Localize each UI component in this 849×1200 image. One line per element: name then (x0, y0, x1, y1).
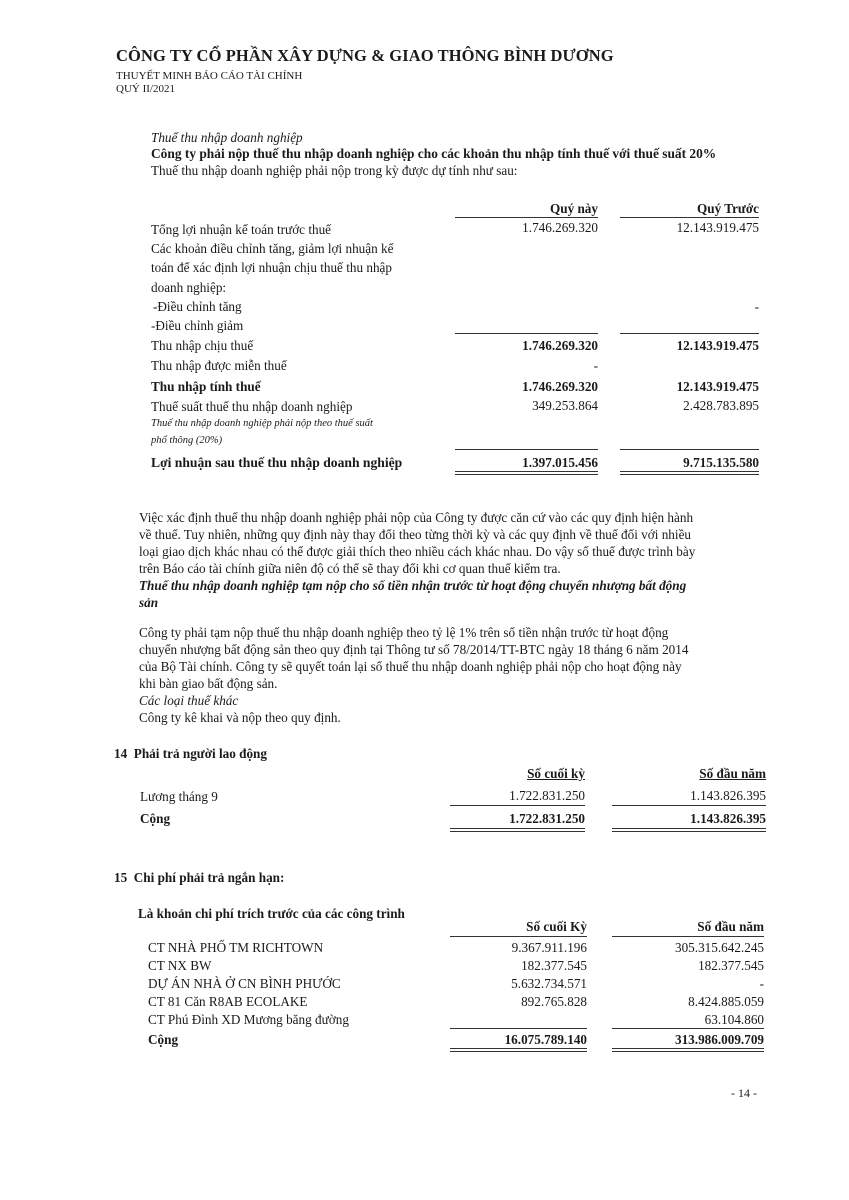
total-begin: 1.143.826.395 (690, 811, 766, 826)
total-double-rule (612, 828, 766, 832)
table-cell-previous: 9.715.135.580 (683, 455, 759, 470)
subtotal-rule (612, 1028, 764, 1029)
column-header-end: Số cuối kỳ (527, 766, 585, 781)
other-taxes-text: Công ty kê khai và nộp theo quy định. (139, 710, 341, 725)
section-14-heading (114, 745, 267, 762)
table-row-label: Tổng lợi nhuận kế toán trước thuế (151, 222, 332, 237)
section-number: 14 (114, 746, 128, 761)
table-cell-end: 9.367.911.196 (511, 940, 587, 955)
table-cell-current: - (593, 358, 598, 373)
table-cell-current: 1.746.269.320 (522, 220, 598, 235)
subtotal-rule (612, 805, 766, 806)
table-row-label: CT 81 Căn R8AB ECOLAKE (148, 994, 308, 1009)
note-line: trên Báo cáo tài chính giữa niên độ có thể sẽ thay đổi khi cơ quan thuế kiểm tra. (139, 561, 561, 576)
cit-intro: Thuế thu nhập doanh nghiệp phải nộp trong kỳ được dự tính như sau: (151, 163, 518, 178)
table-row-label: -Điều chỉnh giảm (151, 318, 244, 333)
table-row-label: DỰ ÁN NHÀ Ở CN BÌNH PHƯỚC (148, 976, 341, 991)
cit-statement: Công ty phải nộp thuế thu nhập doanh nghiệp cho các khoản thu nhập tính thuế với thuế suất 20% (151, 146, 717, 161)
table-row-label: phổ thông (20%) (151, 435, 223, 446)
total-double-rule (455, 471, 598, 475)
total-end: 16.075.789.140 (504, 1032, 587, 1047)
cit-section-title: Thuế thu nhập doanh nghiệp (151, 130, 303, 145)
table-cell-end: 1.722.831.250 (509, 788, 585, 803)
total-top-rule (455, 449, 598, 450)
total-double-rule (620, 471, 759, 475)
column-header-begin: Số đầu năm (699, 766, 766, 781)
table-cell-begin: 1.143.826.395 (690, 788, 766, 803)
table-row-label: Lương tháng 9 (140, 789, 218, 804)
total-double-rule (450, 828, 585, 832)
table-row-label: Thuế thu nhập doanh nghiệp phải nộp theo thuế suất (151, 418, 373, 429)
prepaid-line: Công ty phải tạm nộp thuế thu nhập doanh nghiệp theo tỷ lệ 1% trên số tiền nhận trước từ hoạt động (139, 625, 669, 640)
subtotal-rule (450, 1028, 587, 1029)
table-cell-current: 1.746.269.320 (522, 338, 598, 353)
table-cell-begin: 8.424.885.059 (688, 994, 764, 1009)
table-row-label: Thu nhập tính thuế (151, 379, 261, 394)
cit-note-paragraph (139, 509, 779, 611)
table-cell-previous: 2.428.783.895 (683, 398, 759, 413)
table-row-label: Thu nhập được miễn thuế (151, 358, 287, 373)
report-title: THUYẾT MINH BÁO CÁO TÀI CHÍNH (116, 70, 303, 82)
column-header-begin: Số đầu năm (697, 919, 764, 934)
total-top-rule (620, 449, 759, 450)
table-cell-previous: - (754, 299, 759, 314)
table-row-label: CT Phú Đình XD Mương băng đường (148, 1012, 349, 1027)
table-cell-current: 1.746.269.320 (522, 379, 598, 394)
total-double-rule (450, 1048, 587, 1052)
section-number: 15 (114, 870, 128, 885)
table-cell-previous: 12.143.919.475 (676, 220, 759, 235)
prepaid-line: khi bàn giao bất động sản. (139, 676, 278, 691)
prepaid-tax-title: Thuế thu nhập doanh nghiệp tạm nộp cho số tiền nhận trước từ hoạt động chuyển nhượng bất động (139, 578, 687, 593)
table-cell-previous: 12.143.919.475 (676, 338, 759, 353)
note-line: loại giao dịch khác nhau có thể được giải thích theo nhiều cách khác nhau. Do vậy số thuế được trình bày (139, 544, 696, 559)
table-cell-current: 1.397.015.456 (522, 455, 598, 470)
table-cell-end: 5.632.734.571 (511, 976, 587, 991)
subtotal-rule (455, 333, 598, 334)
table-cell-end: 182.377.545 (521, 958, 587, 973)
table-cell-current: 349.253.864 (532, 398, 598, 413)
subtotal-rule (450, 805, 585, 806)
note-line: Việc xác định thuế thu nhập doanh nghiệp phải nộp của Công ty được căn cứ vào các quy định hiện hành (139, 510, 694, 525)
other-taxes-title: Các loại thuế khác (139, 693, 239, 708)
total-end: 1.722.831.250 (509, 811, 585, 826)
table-row-label: toán để xác định lợi nhuận chịu thuế thu nhập (151, 260, 392, 275)
table-row-label: CT NX BW (148, 958, 212, 973)
prepaid-tax-paragraph (139, 624, 779, 726)
total-label: Cộng (140, 811, 171, 826)
header-rule (612, 936, 764, 937)
column-header-previous-quarter: Quý Trước (697, 201, 759, 216)
table-row-label: Thuế suất thuế thu nhập doanh nghiệp (151, 399, 353, 414)
section-15-heading (114, 869, 284, 886)
table-cell-end: 892.765.828 (521, 994, 587, 1009)
total-label: Cộng (148, 1032, 179, 1047)
table-cell-begin: - (759, 976, 764, 991)
table-cell-begin: 182.377.545 (698, 958, 764, 973)
section-15-subtitle: Là khoản chi phí trích trước của các công trình (138, 906, 405, 921)
note-line: về thuế. Tuy nhiên, những quy định này thay đổi theo từng thời kỳ và các quy định về thuế đối với nhiều (139, 527, 692, 542)
total-double-rule (612, 1048, 764, 1052)
company-name: CÔNG TY CỔ PHẦN XÂY DỰNG & GIAO THÔNG BÌNH DƯƠNG (116, 46, 614, 65)
header-rule (620, 217, 759, 218)
prepaid-line: của Bộ Tài chính. Công ty sẽ quyết toán lại số thuế thu nhập doanh nghiệp phải nộp cho hoạt động này (139, 659, 682, 674)
table-row-label: Lợi nhuận sau thuế thu nhập doanh nghiệp (151, 455, 403, 470)
table-cell-begin: 63.104.860 (704, 1012, 764, 1027)
subtotal-rule (620, 333, 759, 334)
report-period: QUÝ II/2021 (116, 83, 175, 95)
header-rule (450, 936, 587, 937)
section-title: Phải trả người lao động (133, 746, 267, 761)
column-header-end: Số cuối Kỳ (526, 919, 587, 934)
section-title: Chi phí phải trả ngắn hạn: (133, 870, 285, 885)
table-cell-previous: 12.143.919.475 (676, 379, 759, 394)
page-number: - 14 - (731, 1086, 757, 1100)
prepaid-line: chuyển nhượng bất động sản theo quy định tại Thông tư số 78/2014/TT-BTC ngày 18 tháng 6 năm 2014 (139, 642, 689, 657)
table-row-label: Các khoản điều chỉnh tăng, giảm lợi nhuận kế (151, 241, 394, 256)
table-row-label: Thu nhập chịu thuế (151, 338, 254, 353)
table-row-label: doanh nghiệp: (151, 280, 227, 295)
column-header-current-quarter: Quý này (549, 201, 598, 216)
total-begin: 313.986.009.709 (674, 1032, 764, 1047)
table-row-label: CT NHÀ PHỐ TM RICHTOWN (148, 940, 324, 955)
prepaid-tax-title-cont: sản (139, 595, 159, 610)
table-cell-begin: 305.315.642.245 (674, 940, 764, 955)
table-row-label: -Điều chỉnh tăng (153, 299, 242, 314)
header-rule (455, 217, 598, 218)
